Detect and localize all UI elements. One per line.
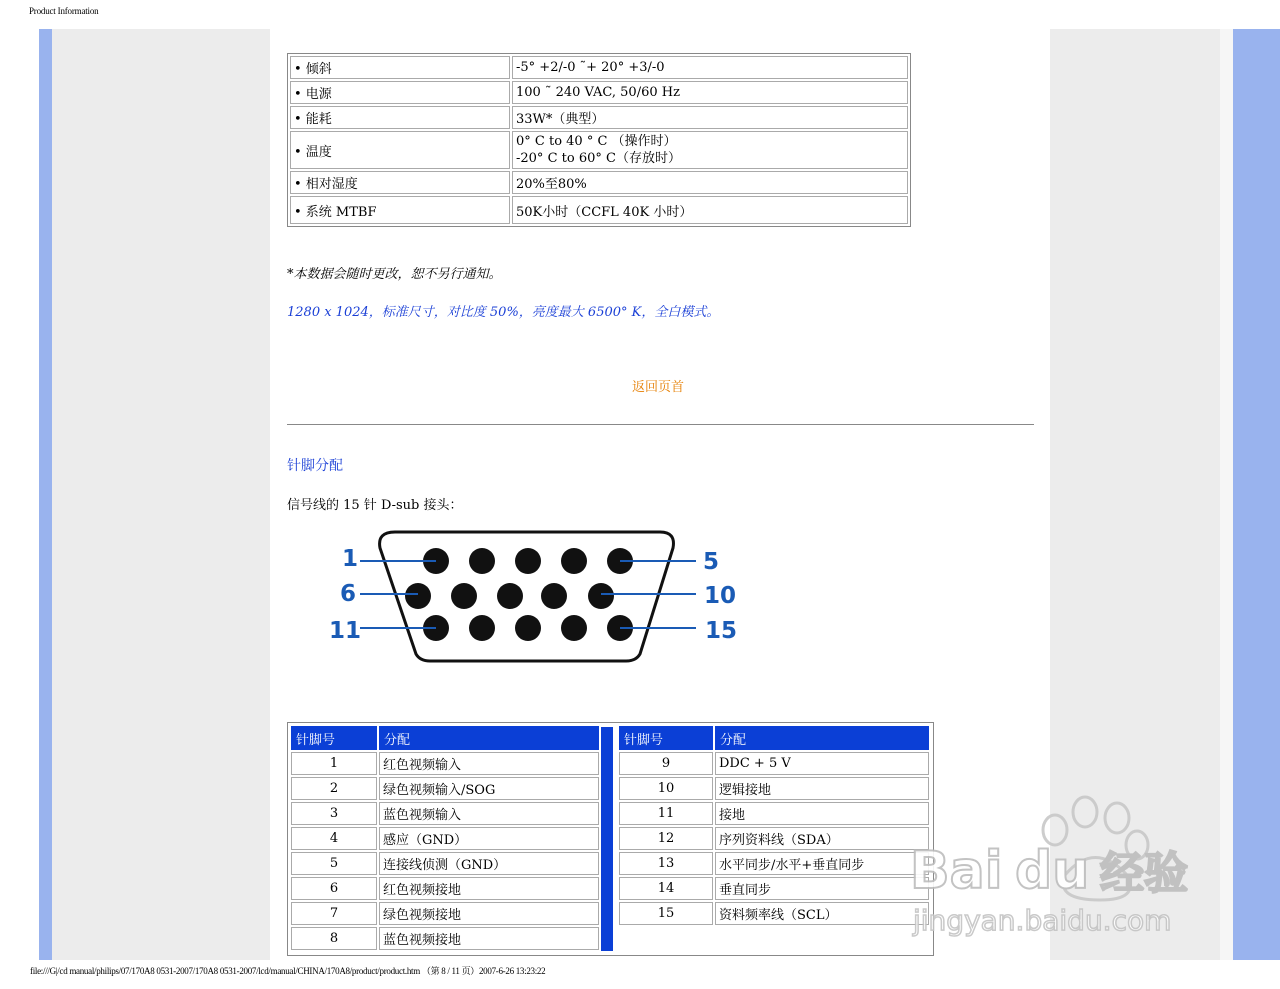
spec-row [290,106,908,129]
print-footer: file:///G|/cd manual/philips/07/170A8 0531-2007/170A8 0531-2007/lcd/manual/CHINA/170A8/product/product.htm （第 8 / 11 页）2007-6-26 13:23:22 [30,966,546,976]
spec-label: • 能耗 [290,106,510,129]
section-subtitle: 信号线的 15 针 D-sub 接头： [287,498,463,513]
spec-row [290,131,908,169]
left-gray-column [52,29,270,960]
spec-row [290,171,908,194]
pin-number: 14 [619,877,713,900]
pin-table-right [617,724,931,927]
pin-number: 12 [619,827,713,850]
table-row [619,802,929,825]
pin-label-11: 11 [329,618,362,644]
vga-connector-diagram [320,522,750,672]
table-separator [601,727,613,951]
table-row [291,802,599,825]
pin-assignment: 水平同步/水平+垂直同步 [715,852,929,875]
pin-assignment: 资料频率线（SCL） [715,902,929,925]
spec-table [287,53,911,227]
spec-label: • 相对湿度 [290,171,510,194]
assign-header: 分配 [715,726,929,750]
test-condition-note: 1280 x 1024，标准尺寸，对比度 50%，亮度最大 6500° K，全白模式。 [287,305,720,320]
watermark-tagline: 经验 [1100,848,1188,899]
spec-value: 100 ˜ 240 VAC, 50/60 Hz [512,81,908,104]
spec-value: 50K小时（CCFL 40K 小时） [512,196,908,224]
table-row [291,752,599,775]
spec-row [290,81,908,104]
pin-assignment: 蓝色视频接地 [379,927,599,950]
pin-assignment: 绿色视频输入/SOG [379,777,599,800]
spec-row [290,56,908,79]
watermark-brand: Bai [910,841,1003,901]
spec-value: -5° +2/-0 ˜+ 20° +3/-0 [512,56,908,79]
pin-number: 1 [291,752,377,775]
pin-number: 4 [291,827,377,850]
table-row [619,777,929,800]
spec-value: 20%至80% [512,171,908,194]
table-row [619,852,929,875]
back-to-top-link[interactable]: 返回页首 [632,380,685,395]
pin-label-6: 6 [340,581,357,607]
pin-label-5: 5 [703,549,720,575]
table-row [291,852,599,875]
spec-value [512,131,908,169]
pin-table-left [289,724,601,952]
right-accent-bar [1233,29,1280,960]
pin-label-1: 1 [342,546,359,572]
print-header: Product Information [29,6,99,16]
pin-label-15: 15 [705,618,738,644]
assign-header: 分配 [379,726,599,750]
pin-assignment: 绿色视频接地 [379,902,599,925]
spec-row [290,196,908,224]
pin-number: 11 [619,802,713,825]
section-title: 针脚分配 [287,458,343,474]
pin-number: 6 [291,877,377,900]
pin-number: 2 [291,777,377,800]
table-row [619,877,929,900]
pin-assignment: 感应（GND） [379,827,599,850]
pin-number: 13 [619,852,713,875]
spec-value-line: 0° C to 40 ° C （操作时） [516,134,677,149]
pin-number: 10 [619,777,713,800]
disclaimer-note: *本数据会随时更改，恕不另行通知。 [287,267,502,282]
spec-label: • 系统 MTBF [290,196,510,224]
table-row [619,827,929,850]
table-row [619,902,929,925]
table-row [619,752,929,775]
table-row [291,927,599,950]
spec-label: • 倾斜 [290,56,510,79]
pin-assignment: 逻辑接地 [715,777,929,800]
pin-assignment: 红色视频输入 [379,752,599,775]
pin-number: 9 [619,752,713,775]
pin-label-10: 10 [704,583,737,609]
pin-header: 针脚号 [291,726,377,750]
pin-assignment: 接地 [715,802,929,825]
pin-assignment: 蓝色视频输入 [379,802,599,825]
pin-assignment: 序列资料线（SDA） [715,827,929,850]
pin-assignment: 垂直同步 [715,877,929,900]
pin-number: 3 [291,802,377,825]
table-row [291,827,599,850]
table-row [291,877,599,900]
pin-number: 8 [291,927,377,950]
baidu-jingyan-watermark [905,790,1215,950]
pin-assignment: 连接线侦测（GND） [379,852,599,875]
watermark-url: jingyan.baidu.com [913,904,1172,937]
divider [287,424,1034,425]
left-accent-bar [39,29,52,960]
watermark-brand-du: du [1015,841,1090,901]
pin-assignment: 红色视频接地 [379,877,599,900]
pin-assignment-panel [287,722,934,956]
table-row [291,902,599,925]
spec-label: • 温度 [290,131,510,169]
pin-header: 针脚号 [619,726,713,750]
pin-number: 5 [291,852,377,875]
pin-assignment: DDC + 5 V [715,752,929,775]
pin-number: 7 [291,902,377,925]
spec-label: • 电源 [290,81,510,104]
spec-value-line: -20° C to 60° C（存放时） [516,151,681,166]
pin-number: 15 [619,902,713,925]
spec-value: 33W*（典型） [512,106,908,129]
table-row [291,777,599,800]
